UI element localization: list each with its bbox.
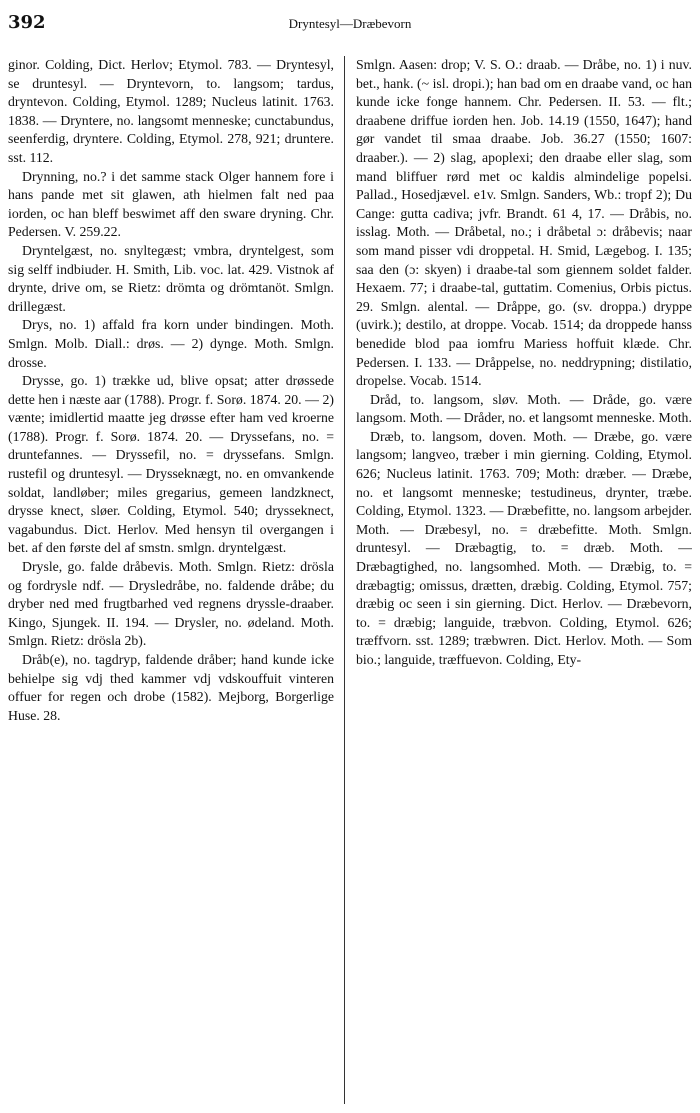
left-column: [8, 56, 334, 1106]
entry-paragraph: Drys, no. 1) affald fra korn under bindingen. Moth. Smlgn. Molb. Diall.: drøs. — 2) dynge. Moth. Smlgn. drosse.: [8, 317, 334, 370]
entry-paragraph: Smlgn. Aasen: drop; V. S. O.: draab. — Dråbe, no. 1) i nuv. bet., hank. (~ isl. dropi.); han bad om en draabe vand, oc han kunde icke fonge hannem. Chr. Pedersen. II. 53. — flt.; draabene driffue iorden hen. Job. 14.19 (1550, 1647); hand gør vandet til smaa draabe. Job. 36.27 (1550; 1607: draaber.). — 2) slag, apoplexi; den draabe eller slag, som mand bliffuer rørd met oc kaldis almindelige popelsi. Pallad., Hosedjævel. e1v. Smlgn. Sanders, Wb.: tropf 2); Du Cange: gutta cadiva; jvfr. Brandt. 61 4, 17. — Dråbis, no. isslag. Moth. — Dråbetal, no.; i dråbetal ɔ: dråbevis; naar som mand pisser vdi droppetal. H. Smid, Lægebog. I. 135; saa den (ɔ: skyen) i draabe-tal som giennem soldet falder. Hexaem. 77; i draabe-tal, guttatim. Comenius, Orbis pictus. 29. Smlgn. alental. — Dråppe, go. (sv. droppa.) dryppe (uvirk.); destilo, at droppe. Vocab. 1514; da droppede hanss benedide blod paa iomfru Mariess hoffuit klæde. Chr. Pedersen. I. 133. — Dråppelse, no. neddrypning; distilatio, dropelse. Vocab. 1514.: [356, 57, 692, 389]
entry-paragraph: Drysse, go. 1) trække ud, blive opsat; atter drøssede dette hen i næste aar (1788). Progr. f. Sorø. 1874. 20. — 2) vænte; imidlertid maatte jeg drøsse efter ham ved kroerne (1788). Progr. f. Sorø. 1874. 20. — Dryssefans, no. = druntefannes. — Dryssefil, no. = dryssefans. Smlgn. rustefil og druntesyl. — Drysseknægt, no. en omvankende soldat, landløber; miles gregarius, gemeen landzknect, drysse knect, sløer. Colding, Etymol. 540; drysseknect, vagabundus. Dict. Herlov. Med hensyn til overgangen i bet. af den første del af smstn. smlgn. dryntelgæst.: [8, 373, 334, 556]
entry-paragraph: Drysle, go. falde dråbevis. Moth. Smlgn. Rietz: drösla og fordrysle ndf. — Drysledråbe, no. faldende dråbe; du dryber ned med frugtbarhed ved regnens dryssle-draaber. Kingo, Sjungek. II. 194. — Drysler, no. ødeland. Moth. Smlgn. Rietz: drösla 2b).: [8, 559, 334, 649]
entry-paragraph: ginor. Colding, Dict. Herlov; Etymol. 783. — Dryntesyl, se druntesyl. — Dryntevorn, to. langsom; tardus, dryntevon. Colding, Etymol. 1289; Nucleus latinit. 1763. 1838. — Dryntere, no. langsomt menneske; cunctabundus, seenferdig, dryntere. Colding, Etymol. 278, 921; druntere. sst. 112.: [8, 57, 334, 165]
entry-paragraph: Drynning, no.? i det samme stack Olger hannem fore i hans pande met sit glawen, ath hielmen falt ned paa iorden, oc han bleff beswimet aff den sware dryning. Chr. Pedersen. V. 259.22.: [8, 168, 334, 240]
right-column: [356, 56, 692, 1106]
page-header: [8, 12, 692, 42]
page-number: 392: [8, 12, 46, 33]
running-head: Dryntesyl—Dræbevorn: [288, 16, 412, 31]
entry-paragraph: Dråd, to. langsom, sløv. Moth. — Dråde, go. være langsom. Moth. — Dråder, no. et langsomt menneske. Moth.: [356, 391, 692, 426]
entry-paragraph: Dråb(e), no. tagdryp, faldende dråber; hand kunde icke behielpe sig vdj thed kammer vdj vdskouffuit vinteren offuer for regen och drobe (1582). Mejborg, Borgerlige Huse. 28.: [8, 652, 334, 723]
entry-paragraph: Dræb, to. langsom, doven. Moth. — Dræbe, go. være langsom; langveo, træber i min gierning. Colding, Etymol. 626; Nucleus latinit. 1763. 709; Moth: dræber. — Dræbe, no. et langsomt menneske; testudineus, drynter, træbe. Colding, Etymol. 1323. — Dræbefitte, no. langsom arbejder. Moth. — Dræbesyl, no. = dræbefitte. Moth. Smlgn. druntesyl. — Dræbagtig, to. = dræb. Moth. — Dræbagtighed, no. langsomhed. Moth. — Dræbig, to. = dræbagtig; omissus, drætten, dræbig. Colding, Etymol. 757; dræbig oc seen i sin gierning. Dict. Herlov. — Dræbevorn, to. = dræbig; languide, træbvon. Colding, Etymol. 626; træffvorn. sst. 1289; træbwren. Dict. Herlov. Moth. — Som bio.; languide, træffuevon. Colding, Ety-: [356, 428, 692, 667]
column-divider: [344, 56, 345, 1104]
entry-paragraph: Dryntelgæst, no. snyltegæst; vmbra, dryntelgest, som sig selff indbiuder. H. Smith, Lib. voc. lat. 429. Vistnok af drynte, drive om, se Rietz: drömta og drömtanöt. Smlgn. drillegæst.: [8, 242, 334, 314]
